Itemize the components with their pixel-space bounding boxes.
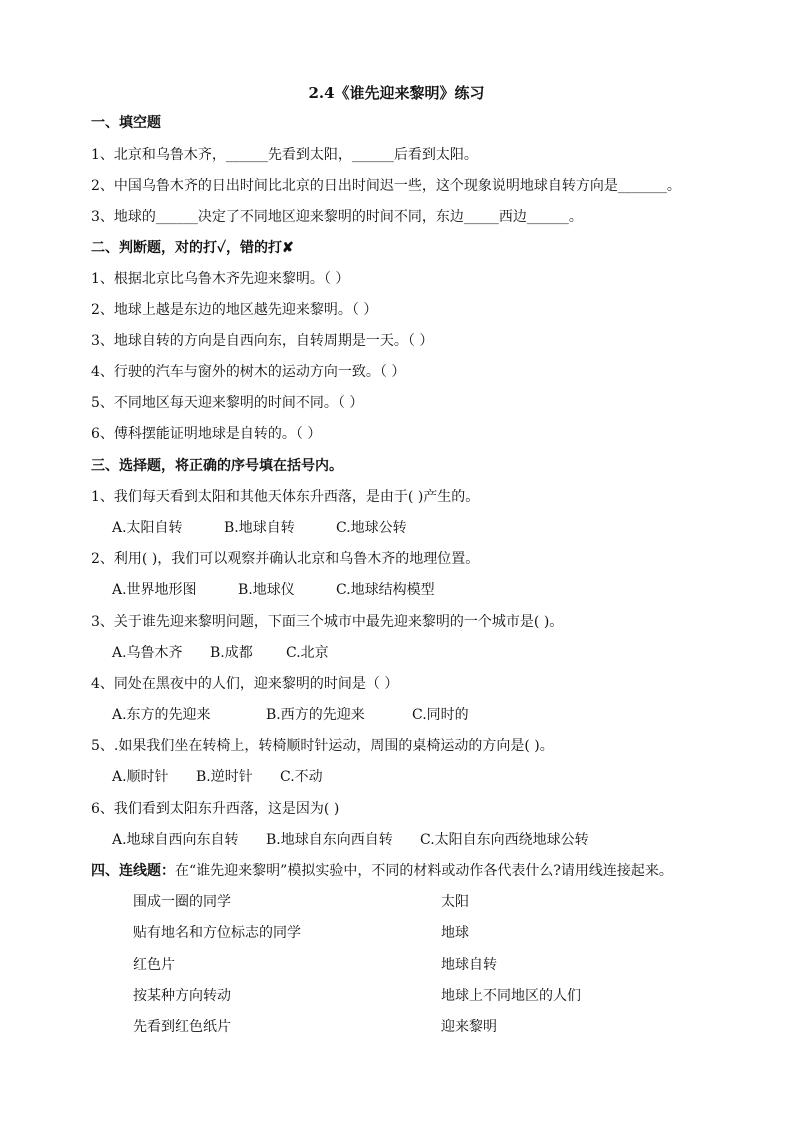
fill-blank-question-3: 3、地球的______决定了不同地区迎来黎明的时间不同，东边_____西边______。	[91, 209, 583, 225]
choice-1-option-a: A.太阳自转	[112, 520, 183, 536]
fill-blank-question-1: 1、北京和乌鲁木齐，______先看到太阳，______后看到太阳。	[91, 147, 478, 163]
choice-2-option-c: C.地球结构模型	[336, 582, 435, 598]
match-right-item-4: 地球上不同地区的人们	[441, 988, 581, 1004]
section-multiple-choice-heading: 三、选择题，将正确的序号填在括号内。	[91, 458, 343, 474]
section-matching-heading-line	[91, 862, 673, 880]
true-false-question-4: 4、行驶的汽车与窗外的树木的运动方向一致。（ ）	[91, 364, 406, 380]
true-false-question-6: 6、傅科摆能证明地球是自转的。（ ）	[91, 426, 322, 442]
true-false-question-3: 3、地球自转的方向是自西向东，自转周期是一天。（ ）	[91, 333, 434, 349]
choice-6-option-b: B.地球自东向西自转	[266, 832, 393, 848]
choice-4-option-b: B.西方的先迎来	[266, 707, 365, 723]
page-title: 2.4《谁先迎来黎明》练习	[308, 84, 485, 102]
choice-2-option-a: A.世界地形图	[112, 582, 197, 598]
match-right-item-1: 太阳	[441, 894, 469, 910]
choice-3-option-a: A.乌鲁木齐	[112, 645, 183, 661]
choice-4-option-c: C.同时的	[412, 707, 469, 723]
match-right-item-5: 迎来黎明	[441, 1019, 497, 1035]
choice-3-option-b: B.成都	[210, 645, 253, 661]
true-false-question-1: 1、根据北京比乌鲁木齐先迎来黎明。（ ）	[91, 271, 350, 287]
choice-question-4: 4、同处在黑夜中的人们，迎来黎明的时间是（ ）	[91, 676, 399, 692]
choice-5-option-b: B.逆时针	[196, 769, 253, 785]
true-false-question-2: 2、地球上越是东边的地区越先迎来黎明。（ ）	[91, 302, 378, 318]
match-left-item-1: 围成一圈的同学	[133, 894, 231, 910]
choice-question-1: 1、我们每天看到太阳和其他天体东升西落，是由于( )产生的。	[91, 489, 480, 505]
choice-question-5: 5、.如果我们坐在转椅上，转椅顺时针运动，周围的桌椅运动的方向是( )。	[91, 738, 554, 754]
choice-3-option-c: C.北京	[286, 645, 329, 661]
section-matching-heading: 四、连线题：	[91, 863, 175, 879]
section-fill-blank-heading: 一、填空题	[91, 115, 161, 131]
match-left-item-5: 先看到红色纸片	[133, 1019, 231, 1035]
choice-6-option-a: A.地球自西向东自转	[112, 832, 239, 848]
choice-5-option-a: A.顺时针	[112, 769, 169, 785]
match-left-item-2: 贴有地名和方位标志的同学	[133, 925, 301, 941]
choice-6-option-c: C.太阳自东向西绕地球公转	[420, 832, 589, 848]
choice-5-option-c: C.不动	[280, 769, 323, 785]
choice-question-2: 2、利用( )，我们可以观察并确认北京和乌鲁木齐的地理位置。	[91, 551, 480, 567]
fill-blank-question-2: 2、中国乌鲁木齐的日出时间比北京的日出时间迟一些，这个现象说明地球自转方向是_______。	[91, 178, 681, 194]
match-left-item-3: 红色片	[133, 957, 175, 973]
match-right-item-2: 地球	[441, 925, 469, 941]
choice-1-option-b: B.地球自转	[224, 520, 295, 536]
choice-question-6: 6、我们看到太阳东升西落，这是因为( )	[91, 801, 340, 817]
section-matching-intro: 在“谁先迎来黎明”模拟实验中，不同的材料或动作各代表什么?请用线连接起来。	[175, 863, 673, 879]
true-false-question-5: 5、不同地区每天迎来黎明的时间不同。（ ）	[91, 395, 364, 411]
choice-2-option-b: B.地球仪	[238, 582, 295, 598]
section-true-false-heading: 二、判断题，对的打✓，错的打✘	[91, 240, 294, 256]
match-left-item-4: 按某种方向转动	[133, 988, 231, 1004]
match-right-item-3: 地球自转	[441, 957, 497, 973]
choice-question-3: 3、关于谁先迎来黎明问题，下面三个城市中最先迎来黎明的一个城市是( )。	[91, 614, 564, 630]
choice-4-option-a: A.东方的先迎来	[112, 707, 211, 723]
choice-1-option-c: C.地球公转	[336, 520, 407, 536]
